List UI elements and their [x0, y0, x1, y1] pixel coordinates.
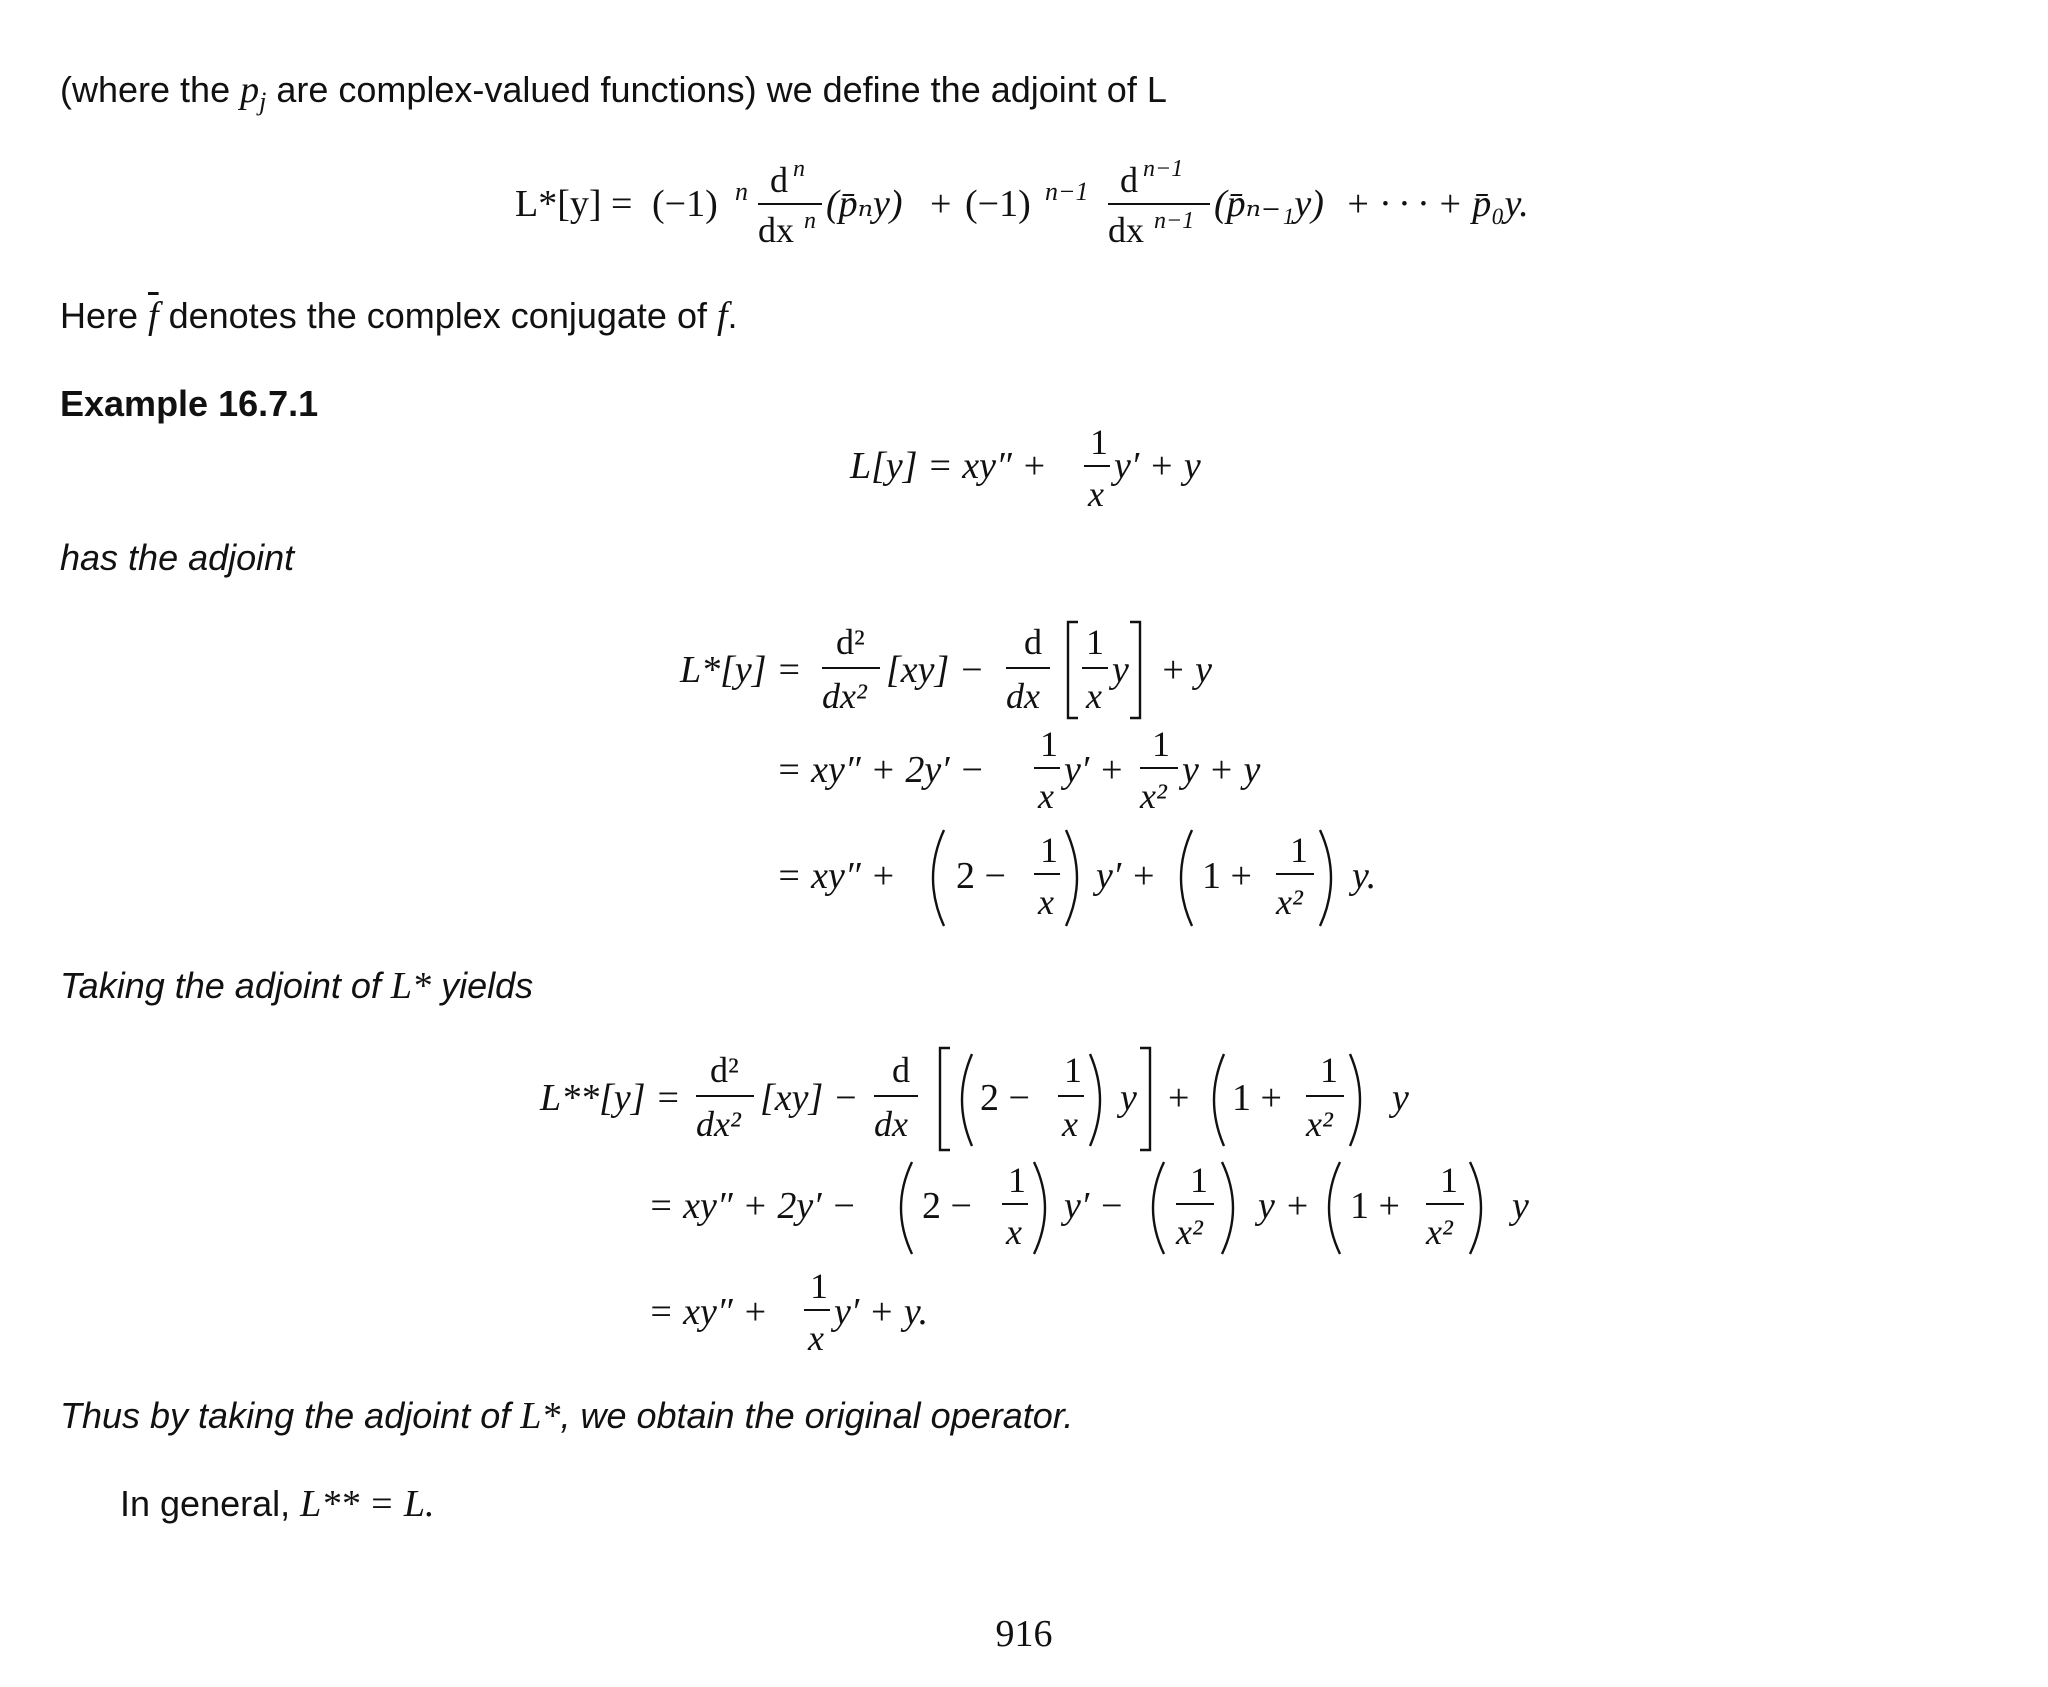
adj3-frac2-den: x² [1276, 882, 1303, 922]
dbl1-two: 2 − [980, 1077, 1030, 1119]
general-text [120, 1482, 435, 1526]
ex-op-lhs: L[y] = xy″ + [850, 445, 1047, 487]
adj1-right-bracket [1130, 622, 1140, 718]
dbl2-mid2: y + [1258, 1185, 1311, 1227]
adj3-two: 2 − [956, 855, 1006, 897]
conjugate-note [60, 294, 738, 338]
conjugate-before: Here [60, 295, 149, 336]
dbl1-frac2-num: 1 [1320, 1050, 1338, 1090]
def-term2-d-num: d [1120, 160, 1138, 200]
general-math: L** = L. [300, 1483, 435, 1525]
dbl2-frac2-den: x² [1176, 1212, 1203, 1252]
dbl3-head: = xy″ + [648, 1291, 768, 1333]
dbl2-paren2-left [1153, 1162, 1164, 1254]
double-adjoint-equation [0, 1040, 2048, 1370]
adj1-left-bracket [1068, 622, 1078, 718]
adj3-frac1-num: 1 [1040, 830, 1058, 870]
conjugate-end: . [727, 295, 738, 336]
example-heading: Example 16.7.1 [60, 383, 319, 424]
dbl2-mid1: y′ − [1064, 1185, 1125, 1227]
dbl1-arg1: [xy] − [760, 1077, 859, 1119]
def-tail: + · · · + p̄₀y. [1345, 183, 1529, 225]
adj2-head: = xy″ + 2y′ − [776, 749, 985, 791]
adj3-paren2-left [1181, 830, 1192, 926]
dbl2-paren3-left [1329, 1162, 1340, 1254]
dbl2-paren2-right [1222, 1162, 1233, 1254]
dbl2-frac2-num: 1 [1190, 1160, 1208, 1200]
dbl1-left-bracket [940, 1048, 950, 1150]
dbl1-paren1-left [962, 1054, 972, 1146]
dbl3-frac-num: 1 [810, 1266, 828, 1306]
dbl1-d-num: d [892, 1050, 910, 1090]
dbl2-tail: y [1512, 1185, 1529, 1227]
ex-op-rhs: y′ + y [1114, 445, 1201, 487]
adj3-one: 1 + [1202, 855, 1252, 897]
dbl1-paren1-right [1090, 1054, 1100, 1146]
dbl2-paren3-right [1470, 1162, 1481, 1254]
conjugate-middle: denotes the complex conjugate of [158, 295, 717, 336]
adj3-frac2-num: 1 [1290, 830, 1308, 870]
adj2-frac1-den: x [1038, 776, 1054, 816]
intro-var-sub: j [259, 87, 267, 117]
def-term1-d-num-exp: n [793, 156, 805, 182]
taking-after: yields [431, 965, 534, 1006]
def-term1-arg: (p̄ₙy) [826, 183, 903, 225]
conjugate-f: f [716, 295, 728, 337]
def-term1-sign: (−1) [652, 183, 718, 225]
def-term1-d-num: d [770, 160, 788, 200]
has-adjoint-text: has the adjoint [60, 537, 295, 578]
thus-math: L* [520, 1395, 561, 1437]
dbl2-one: 1 + [1350, 1185, 1400, 1227]
adj3-paren1-left [933, 830, 944, 926]
taking-math: L* [390, 965, 432, 1007]
def-term2-d-num-exp: n−1 [1143, 156, 1184, 182]
dbl1-plus: + [1168, 1077, 1190, 1119]
thus-after: , we obtain the original operator. [560, 1395, 1074, 1436]
adj1-d-num: d [1024, 622, 1042, 662]
dbl1-d-den: dx [874, 1104, 908, 1144]
dbl2-frac3-num: 1 [1440, 1160, 1458, 1200]
ex-op-frac-num: 1 [1090, 422, 1108, 462]
adj2-frac2-den: x² [1140, 776, 1167, 816]
conjugate-f-bar: $\overline{f}$ [148, 295, 159, 337]
adj3-paren2-right [1320, 830, 1331, 926]
page-number: 916 [995, 1613, 1053, 1655]
def-term2-d-den: dx [1108, 210, 1144, 250]
adj3-mid: y′ + [1096, 855, 1157, 897]
adj1-tail: + y [1160, 649, 1213, 691]
intro-after: are complex-valued functions) we define the adjoint of L [266, 69, 1167, 110]
adj2-frac2-num: 1 [1152, 724, 1170, 764]
adj1-frac-num: 1 [1086, 622, 1104, 662]
example-operator-equation [0, 420, 2048, 520]
dbl3-tail: y′ + y. [834, 1291, 929, 1333]
intro-var-p: p [240, 69, 260, 111]
dbl1-frac2-den: x² [1306, 1104, 1333, 1144]
adj3-head: = xy″ + [776, 855, 896, 897]
dbl2-head: = xy″ + 2y′ − [648, 1185, 857, 1227]
dbl1-d2-den: dx² [696, 1104, 741, 1144]
dbl1-paren2-left [1214, 1054, 1224, 1146]
intro-before: (where the [60, 69, 241, 110]
adjoint-example-equation [0, 612, 2048, 942]
dbl2-frac1-den: x [1006, 1212, 1022, 1252]
adj3-tail: y. [1352, 855, 1377, 897]
dbl2-frac3-den: x² [1426, 1212, 1453, 1252]
dbl1-right-bracket [1140, 1048, 1150, 1150]
adj3-frac1-den: x [1038, 882, 1054, 922]
adj3-paren1-right [1066, 830, 1077, 926]
adj2-tail: y + y [1182, 749, 1261, 791]
adj1-arg1: [xy] − [886, 649, 985, 691]
def-term2-exp: n−1 [1045, 177, 1089, 206]
dbl2-two: 2 − [922, 1185, 972, 1227]
dbl1-frac1-den: x [1062, 1104, 1078, 1144]
adj1-frac-den: x [1086, 676, 1102, 716]
general-before: In general, [120, 1483, 301, 1524]
adj1-d2-den: dx² [822, 676, 867, 716]
adj1-d-den: dx [1006, 676, 1040, 716]
taking-before: Taking the adjoint of [60, 965, 391, 1006]
dbl1-tail: y [1392, 1077, 1409, 1119]
dbl1-one: 1 + [1232, 1077, 1282, 1119]
taking-adjoint-text [60, 964, 533, 1008]
adj1-d2-num: d² [836, 622, 865, 662]
def-term2-arg: (p̄ₙ₋₁y) [1214, 183, 1324, 225]
def-term1-d-den: dx [758, 210, 794, 250]
def-plus: + [930, 183, 952, 225]
dbl1-paren2-right [1350, 1054, 1360, 1146]
dbl1-lhs: L**[y] = [540, 1077, 681, 1119]
ex-op-frac-den: x [1088, 474, 1104, 514]
dbl2-paren1-left [901, 1162, 912, 1254]
dbl1-y: y [1120, 1077, 1137, 1119]
def-term2-sign: (−1) [965, 183, 1031, 225]
intro-line [60, 68, 1167, 124]
dbl1-d2-num: d² [710, 1050, 739, 1090]
thus-text [60, 1394, 1073, 1438]
def-lhs: L*[y] = [515, 183, 633, 225]
adj2-frac1-num: 1 [1040, 724, 1058, 764]
dbl1-frac1-num: 1 [1064, 1050, 1082, 1090]
adj1-y: y [1112, 649, 1129, 691]
dbl2-paren1-right [1034, 1162, 1045, 1254]
def-term1-d-den-exp: n [804, 208, 816, 234]
adj2-mid: y′ + [1064, 749, 1125, 791]
thus-before: Thus by taking the adjoint of [60, 1395, 521, 1436]
def-term2-d-den-exp: n−1 [1154, 208, 1195, 234]
dbl3-frac-den: x [808, 1318, 824, 1358]
adj1-lhs: L*[y] = [680, 649, 802, 691]
dbl2-frac1-num: 1 [1008, 1160, 1026, 1200]
def-term1-exp: n [735, 177, 748, 206]
adjoint-definition-equation [0, 150, 2048, 270]
